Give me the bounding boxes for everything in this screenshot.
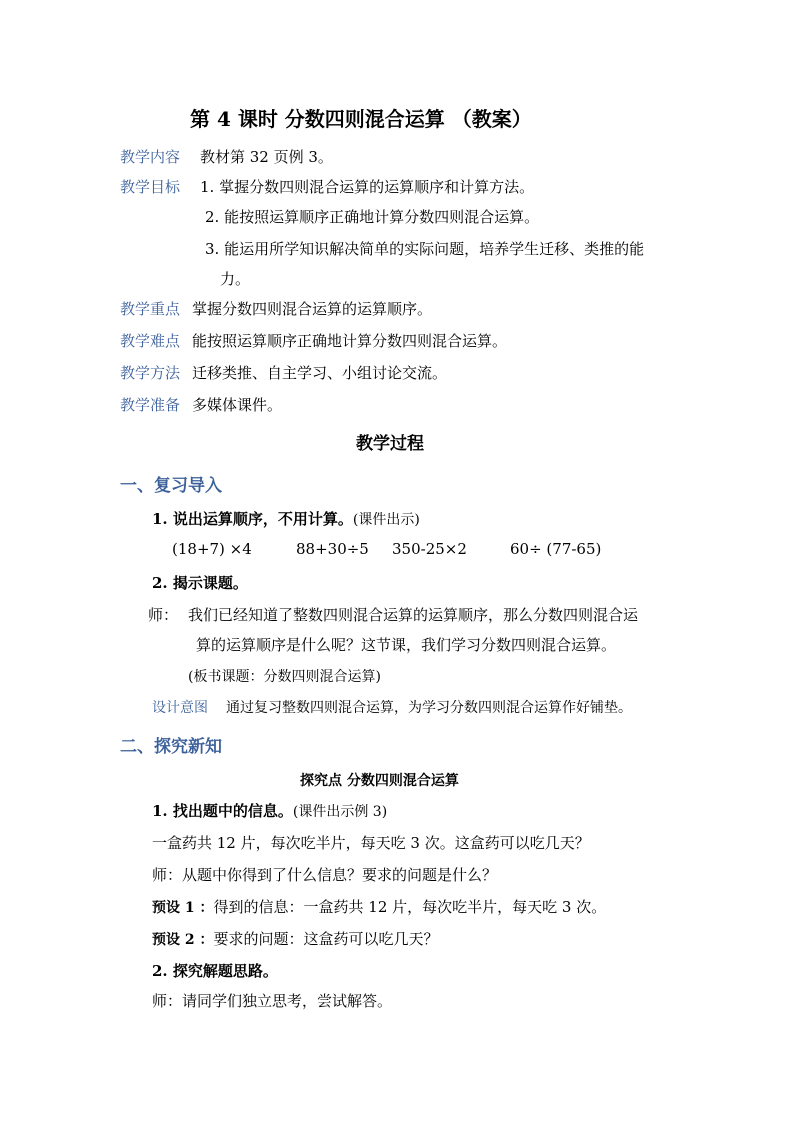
section2-item1-bold: 1. 找出题中的信息。 xyxy=(152,802,293,820)
prep-text: 多媒体课件。 xyxy=(192,396,283,414)
expr-4: 60÷ (77-65) xyxy=(510,540,602,558)
goal-item-3: 3. 能运用所学知识解决简单的实际问题，培养学生迁移、类推的能 xyxy=(205,240,645,258)
key-text: 掌握分数四则混合运算的运算顺序。 xyxy=(192,300,433,318)
expr-3: 350-25×2 xyxy=(392,540,467,558)
expr-2: 88+30÷5 xyxy=(296,540,369,558)
teacher-label: 师： xyxy=(148,606,179,624)
section2-item1-note: (课件出示例 3) xyxy=(292,804,388,820)
section2-item1 xyxy=(152,800,387,821)
section1-item1-bold: 1. 说出运算顺序，不用计算。 xyxy=(152,510,353,528)
method-label: 教学方法 xyxy=(120,364,181,382)
key-label: 教学重点 xyxy=(120,300,181,318)
goal-item-1: 1. 掌握分数四则混合运算的运算顺序和计算方法。 xyxy=(200,178,535,196)
teacher-line-1: 我们已经知道了整数四则混合运算的运算顺序，那么分数四则混合运 xyxy=(188,606,639,624)
page-title: 第 4 课时 分数四则混合运算 （教案） xyxy=(190,107,532,131)
section1-item2: 2. 揭示课题。 xyxy=(152,574,248,592)
teacher-line-2: 算的运算顺序是什么呢？这节课，我们学习分数四则混合运算。 xyxy=(196,636,617,654)
section1-heading: 一、复习导入 xyxy=(120,476,222,496)
section2-subheading: 探究点 分数四则混合运算 xyxy=(300,773,459,789)
teacher-question: 师：从题中你得到了什么信息？要求的问题是什么？ xyxy=(152,866,498,884)
teacher-last: 师：请同学们独立思考，尝试解答。 xyxy=(152,992,393,1010)
process-title: 教学过程 xyxy=(356,434,424,454)
problem-text: 一盒药共 12 片，每次吃半片，每天吃 3 次。这盒药可以吃几天？ xyxy=(152,834,590,852)
preset-2-text: 要求的问题：这盒药可以吃几天？ xyxy=(213,930,439,948)
design-text: 通过复习整数四则混合运算，为学习分数四则混合运算作好铺垫。 xyxy=(226,700,632,716)
goal-label: 教学目标 xyxy=(120,178,181,196)
section1-item1 xyxy=(152,508,420,529)
content-text: 教材第 32 页例 3。 xyxy=(200,148,333,166)
expr-1: (18+7) ×4 xyxy=(172,540,252,558)
section2-item2: 2. 探究解题思路。 xyxy=(152,962,278,980)
section2-heading: 二、探究新知 xyxy=(120,737,222,757)
prep-label: 教学准备 xyxy=(120,396,181,414)
preset-2 xyxy=(152,928,439,949)
goal-item-3-cont: 力。 xyxy=(220,270,251,288)
preset-2-label: 预设 2 ： xyxy=(152,932,214,948)
method-text: 迁移类推、自主学习、小组讨论交流。 xyxy=(192,364,448,382)
section1-item1-note: (课件出示) xyxy=(352,512,420,528)
board-note: (板书课题：分数四则混合运算) xyxy=(188,669,381,685)
design-label: 设计意图 xyxy=(152,700,208,716)
preset-1 xyxy=(152,896,606,917)
preset-1-text: 得到的信息：一盒药共 12 片，每次吃半片，每天吃 3 次。 xyxy=(213,898,607,916)
difficulty-label: 教学难点 xyxy=(120,332,181,350)
difficulty-text: 能按照运算顺序正确地计算分数四则混合运算。 xyxy=(192,332,508,350)
content-label: 教学内容 xyxy=(120,148,181,166)
goal-item-2: 2. 能按照运算顺序正确地计算分数四则混合运算。 xyxy=(205,208,540,226)
preset-1-label: 预设 1 ： xyxy=(152,900,214,916)
